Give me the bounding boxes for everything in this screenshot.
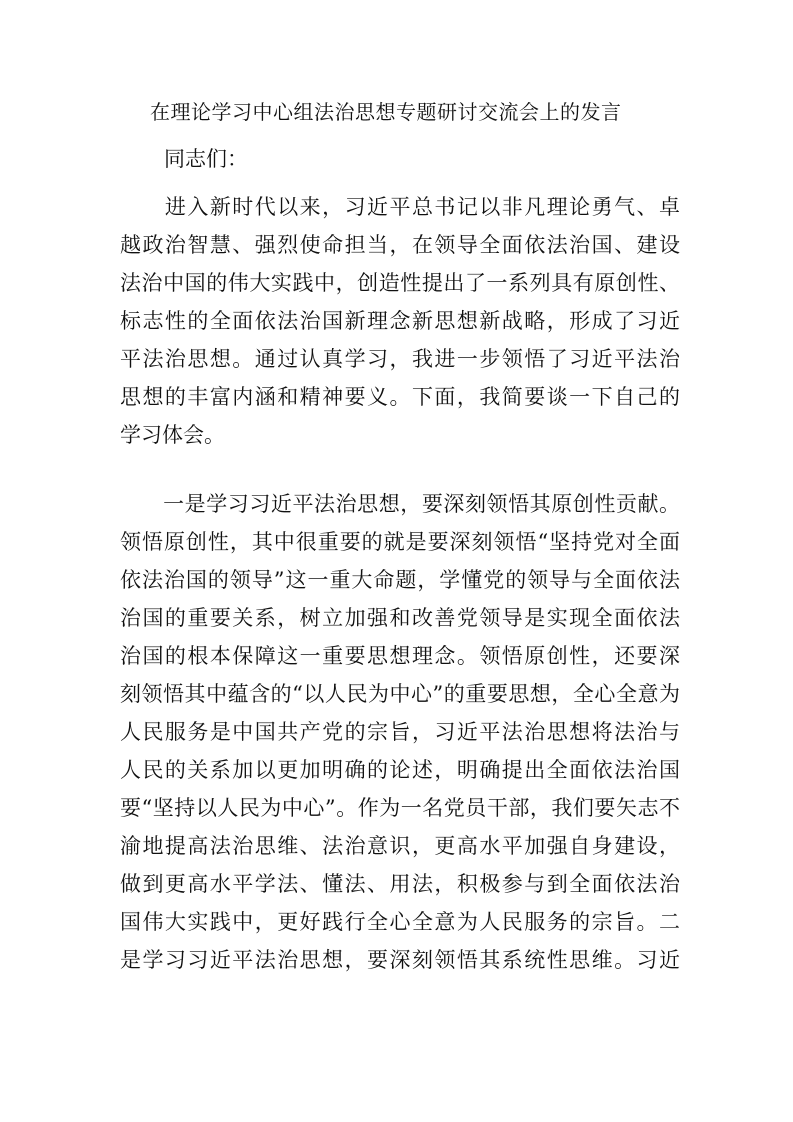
paragraph-line: 治国的根本保障这一重要思想理念。领悟原创性，还要深: [120, 644, 680, 668]
paragraph-line: 平法治思想。通过认真学习，我进一步领悟了习近平法治: [120, 347, 680, 371]
paragraph-line: 刻领悟其中蕴含的“以人民为中心”的重要思想，全心全意为: [120, 682, 680, 706]
paragraph-line: 领悟原创性，其中很重要的就是要深刻领悟“坚持党对全面: [120, 530, 680, 554]
paragraph-line: 思想的丰富内涵和精神要义。下面，我简要谈一下自己的: [120, 385, 680, 409]
paragraph-1: [120, 188, 680, 454]
paragraph-line: 法治中国的伟大实践中，创造性提出了一系列具有原创性、: [120, 271, 680, 295]
paragraph-line: 依法治国的领导”这一重大命题，学懂党的领导与全面依法: [120, 568, 680, 592]
paragraph-line: 学习体会。: [120, 423, 225, 447]
paragraph-line: 标志性的全面依法治国新理念新思想新战略，形成了习近: [120, 309, 680, 333]
paragraph-line: 要“坚持以人民为中心”。作为一名党员干部，我们要矢志不: [120, 796, 680, 820]
paragraph-2: [120, 485, 680, 979]
paragraph-line: 越政治智慧、强烈使命担当，在领导全面依法治国、建设: [120, 233, 680, 257]
paragraph-line: 国伟大实践中，更好践行全心全意为人民服务的宗旨。二: [120, 910, 680, 934]
document-title: 在理论学习中心组法治思想专题研讨交流会上的发言: [150, 100, 622, 124]
paragraph-line: 治国的重要关系，树立加强和改善党领导是实现全面依法: [120, 606, 680, 630]
paragraph-line: 一是学习习近平法治思想，要深刻领悟其原创性贡献。: [120, 492, 680, 516]
paragraph-line: 渝地提高法治思维、法治意识，更高水平加强自身建设，: [120, 834, 680, 858]
paragraph-line: 进入新时代以来，习近平总书记以非凡理论勇气、卓: [120, 195, 680, 219]
salutation: 同志们：: [164, 147, 248, 171]
paragraph-line: 是学习习近平法治思想，要深刻领悟其系统性思维。习近: [120, 948, 680, 972]
paragraph-line: 人民的关系加以更加明确的论述，明确提出全面依法治国: [120, 758, 680, 782]
paragraph-line: 人民服务是中国共产党的宗旨，习近平法治思想将法治与: [120, 720, 680, 744]
paragraph-line: 做到更高水平学法、懂法、用法，积极参与到全面依法治: [120, 872, 680, 896]
